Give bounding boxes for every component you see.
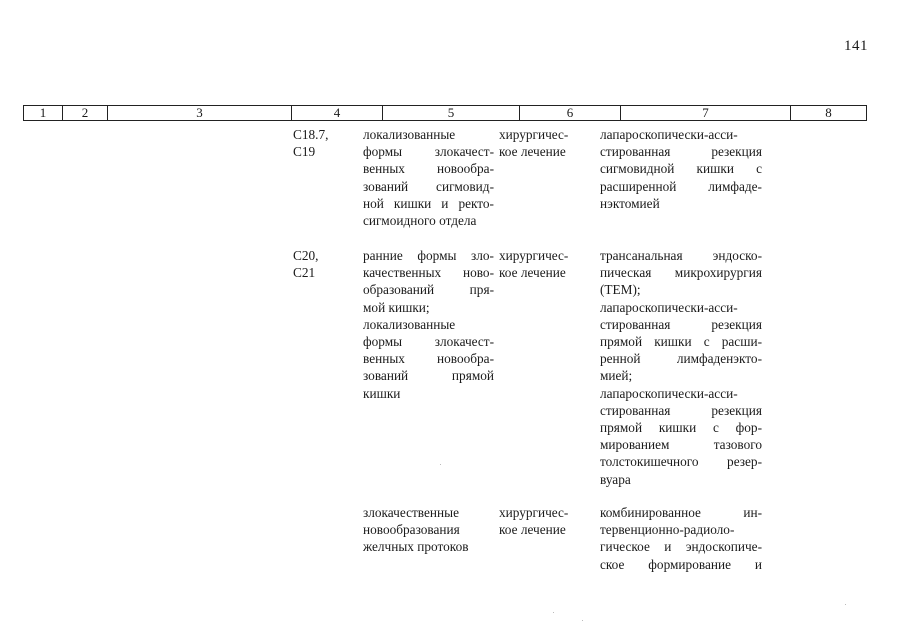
- diagnosis-line: ранние формы зло-: [363, 248, 494, 263]
- scan-speck: [440, 464, 441, 465]
- column-header-2: 2: [63, 106, 108, 121]
- scan-speck: [582, 620, 583, 621]
- column-header-7: 7: [621, 106, 791, 121]
- method-line: лапароскопически-асси-: [600, 127, 738, 142]
- scan-speck: [553, 612, 554, 613]
- method-line: лапароскопически-асси-: [600, 385, 738, 401]
- method-line: прямой кишки с фор-: [600, 420, 762, 436]
- treatment-line: кое лечение: [499, 144, 566, 160]
- diagnosis-line: формы злокачест-: [363, 334, 494, 350]
- treatment-line: хирургичес-: [499, 505, 569, 520]
- diagnosis-line: желчных протоков: [363, 539, 469, 555]
- column-header-6: 6: [520, 106, 621, 121]
- diagnosis-line: новообразования: [363, 522, 460, 538]
- method-line: стированная резекция: [600, 144, 762, 160]
- method-line: расширенной лимфаде-: [600, 178, 762, 194]
- column-header-3: 3: [108, 106, 292, 121]
- column-header-1: 1: [24, 106, 63, 121]
- row-2-diagnosis: [363, 247, 494, 402]
- row-3-treatment: [499, 504, 589, 538]
- method-line: ское формирование и: [600, 556, 762, 572]
- method-line: гическое и эндоскопиче-: [600, 539, 762, 555]
- treatment-line: кое лечение: [499, 522, 566, 538]
- method-line: ренной лимфаденэкто-: [600, 351, 762, 367]
- row-3-diagnosis: [363, 504, 494, 556]
- row-1-codes: [293, 126, 353, 160]
- column-header-row: [23, 105, 867, 121]
- diagnosis-line: кишки: [363, 385, 401, 401]
- row-2-method: [600, 247, 762, 488]
- diagnosis-line: локализованные: [363, 316, 456, 332]
- row-1-method: [600, 126, 762, 212]
- code-line: С21: [293, 265, 316, 281]
- treatment-line: хирургичес-: [499, 127, 569, 142]
- row-3-method: [600, 504, 762, 573]
- code-line: С19: [293, 144, 316, 160]
- page-number: 141: [844, 38, 868, 54]
- treatment-line: кое лечение: [499, 265, 566, 281]
- treatment-line: хирургичес-: [499, 248, 569, 263]
- diagnosis-line: зований сигмовид-: [363, 178, 494, 194]
- method-line: стированная резекция: [600, 402, 762, 418]
- method-line: мированием тазового: [600, 437, 762, 453]
- method-line: нэктомией: [600, 195, 660, 211]
- diagnosis-line: венных новообра-: [363, 161, 494, 177]
- diagnosis-line: венных новообра-: [363, 351, 494, 367]
- diagnosis-line: локализованные: [363, 127, 456, 142]
- diagnosis-line: формы злокачест-: [363, 144, 494, 160]
- code-line: С18.7,: [293, 127, 329, 142]
- method-line: трансанальная эндоско-: [600, 248, 762, 263]
- diagnosis-line: злокачественные: [363, 505, 459, 520]
- row-1-diagnosis: [363, 126, 494, 229]
- row-1-treatment: [499, 126, 589, 160]
- code-line: С20,: [293, 248, 319, 263]
- method-line: комбинированное ин-: [600, 505, 762, 520]
- method-line: прямой кишки с расши-: [600, 334, 762, 350]
- diagnosis-line: образований пря-: [363, 282, 494, 298]
- diagnosis-line: ной кишки и ректо-: [363, 195, 494, 211]
- method-line: (ТЕМ);: [600, 282, 641, 298]
- method-line: пическая микрохирургия: [600, 265, 762, 281]
- column-header-4: 4: [292, 106, 383, 121]
- row-2-treatment: [499, 247, 589, 281]
- column-header-5: 5: [383, 106, 520, 121]
- scan-speck: [845, 604, 846, 605]
- column-header-8: 8: [791, 106, 867, 121]
- method-line: сигмовидной кишки с: [600, 161, 762, 177]
- method-line: стированная резекция: [600, 316, 762, 332]
- diagnosis-line: качественных ново-: [363, 265, 494, 281]
- method-line: лапароскопически-асси-: [600, 299, 738, 315]
- diagnosis-line: мой кишки;: [363, 299, 430, 315]
- diagnosis-line: зований прямой: [363, 368, 494, 384]
- row-2-codes: [293, 247, 353, 281]
- method-line: мией;: [600, 368, 633, 384]
- method-line: толстокишечного резер-: [600, 454, 762, 470]
- diagnosis-line: сигмоидного отдела: [363, 213, 477, 229]
- method-line: тервенционно-радиоло-: [600, 522, 735, 538]
- method-line: вуара: [600, 471, 631, 487]
